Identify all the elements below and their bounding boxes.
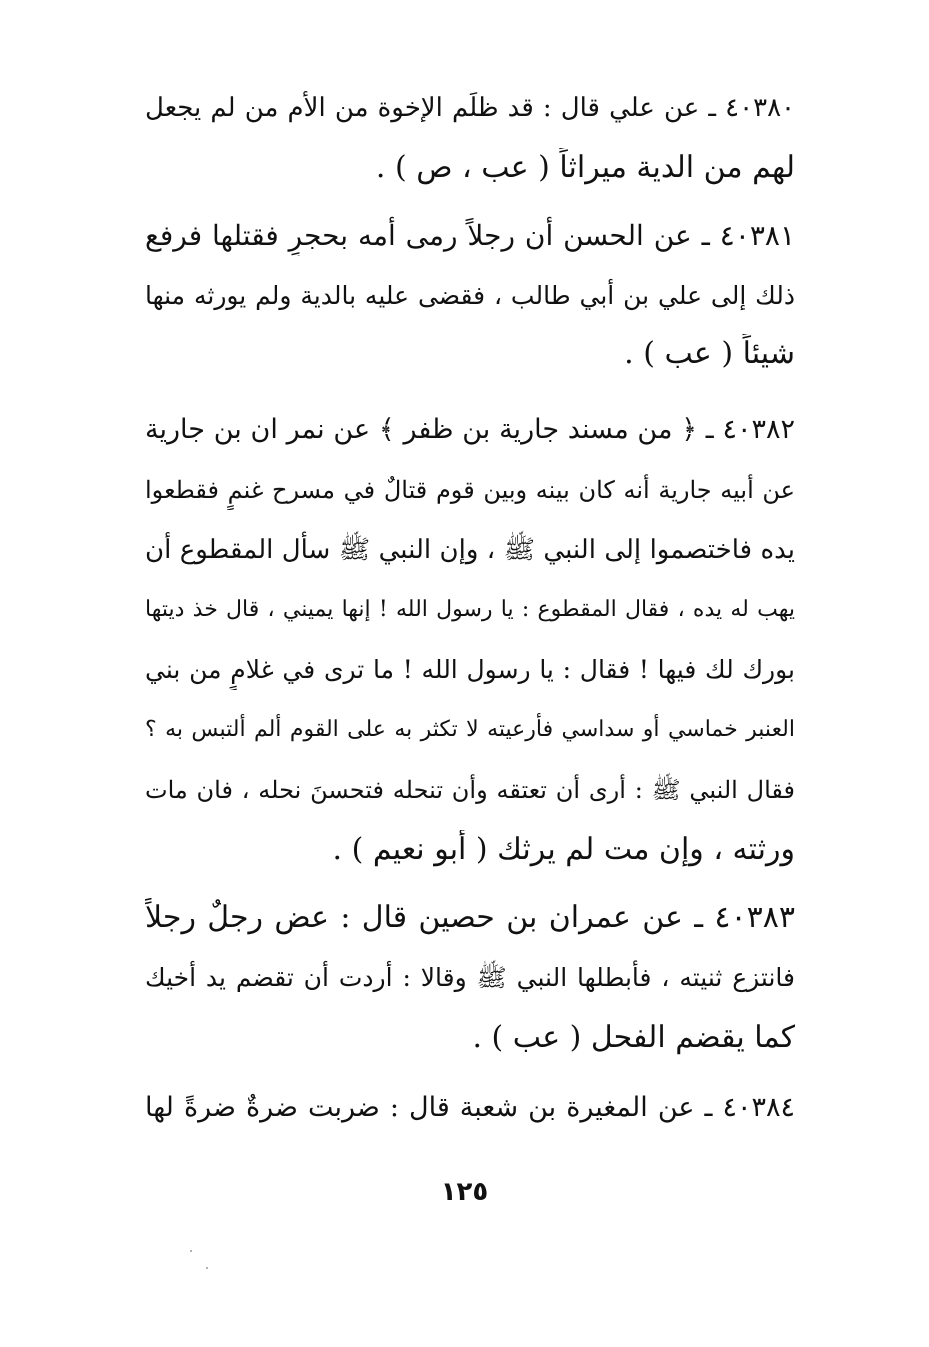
entry-40383-line-2: فانتزع ثنيته ، فأبطلها النبي ﷺ وقالا : أردت أن تقضم يد أخيك — [145, 963, 795, 992]
entry-40383-line-1: ٤٠٣٨٣ ـ عن عمران بن حصين قال : عض رجلٌ رجلاً — [145, 900, 795, 935]
entry-40381-line-1: ٤٠٣٨١ ـ عن الحسن أن رجلاً رمى أمه بحجرٍ فقتلها فرفع — [145, 219, 795, 252]
entry-40382-line-7: فقال النبي ﷺ : أرى أن تعتقه وأن تنحله فتحسنَ نحله ، فان مات — [145, 776, 795, 804]
entry-40382-line-6: العنبر خماسي أو سداسي فأرعيته لا تكثر به على القوم ألم ألتبس به ؟ — [145, 717, 795, 742]
page-number: ١٢٥ — [440, 1177, 489, 1207]
entry-40382-line-5: بورك لك فيها ! فقال : يا رسول الله ! ما ترى في غلامٍ من بني — [145, 655, 795, 684]
entry-40382-line-2: عن أبيه جارية أنه كان بينه وبين قوم قتالٌ في مسرح غنمٍ فقطعوا — [145, 476, 795, 504]
entry-40382-line-4: يهب له يده ، فقال المقطوع : يا رسول الله ! إنها يميني ، قال خذ ديتها — [145, 597, 795, 622]
entry-40382-line-8: ورثته ، وإن مت لم يرثك ( أبو نعيم ) . — [332, 832, 795, 867]
entry-40381-line-3: شيئاً ( عب ) . — [624, 336, 795, 371]
entry-40382-line-3: يده فاختصموا إلى النبي ﷺ ، وإن النبي ﷺ سأل المقطوع أن — [145, 535, 795, 565]
scan-speck — [206, 1267, 208, 1269]
entry-40381-line-2: ذلك إلى علي بن أبي طالب ، فقضى عليه بالدية ولم يورثه منها — [145, 281, 795, 310]
entry-40380-line-1: ٤٠٣٨٠ ـ عن علي قال : قد ظلَم الإخوة من الأم من لم يجعل — [145, 93, 795, 123]
entry-40380-line-2: لهم من الدية ميراثاً ( عب ، ص ) . — [375, 150, 795, 185]
entry-40383-line-3: كما يقضم الفحل ( عب ) . — [472, 1020, 795, 1055]
entry-40384-line-1: ٤٠٣٨٤ ـ عن المغيرة بن شعبة قال : ضربت ضرةٌ ضرةً لها — [145, 1092, 795, 1123]
scan-speck — [190, 1250, 192, 1252]
entry-40382-line-1: ٤٠٣٨٢ ـ ﴿ من مسند جارية بن ظفر ﴾ عن نمر ان بن جارية — [145, 414, 795, 445]
